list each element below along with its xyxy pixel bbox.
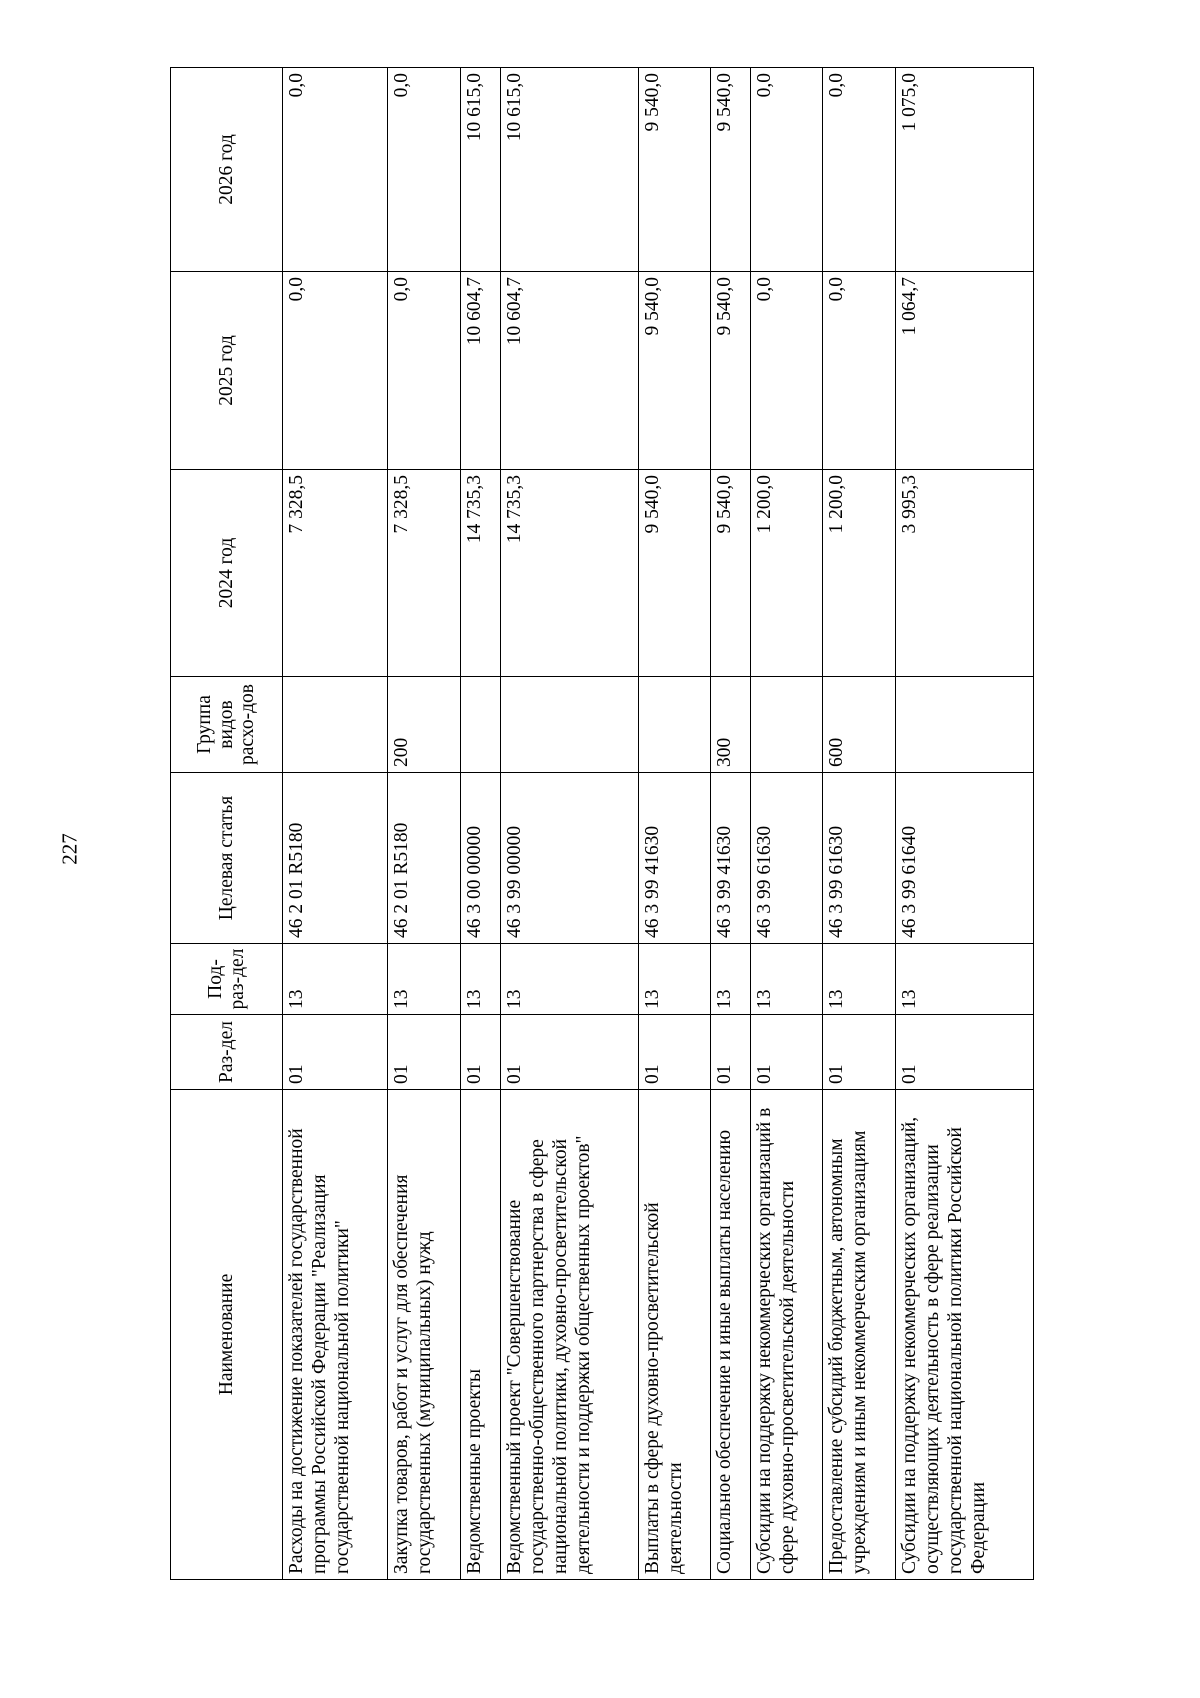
row-2024-cell: 14 735,3 bbox=[500, 470, 638, 677]
row-group-cell bbox=[750, 677, 823, 773]
row-2025-cell: 10 604,7 bbox=[460, 272, 500, 470]
table-row bbox=[895, 68, 1033, 1580]
row-group-cell: 200 bbox=[388, 677, 461, 773]
row-2024-cell: 9 540,0 bbox=[711, 470, 751, 677]
row-2025-cell: 0,0 bbox=[388, 272, 461, 470]
row-name-cell: Расходы на достижение показателей государственной программы Российской Федерации "Реализация государственной национальной политики" bbox=[283, 1090, 388, 1580]
row-podrazdel-cell: 13 bbox=[823, 944, 896, 1015]
rotated-page-content bbox=[170, 68, 1034, 1580]
row-target-cell: 46 3 99 61630 bbox=[750, 773, 823, 944]
header-target: Целевая статья bbox=[171, 773, 283, 944]
header-group: Группа видов расхо-дов bbox=[171, 677, 283, 773]
table-row bbox=[823, 68, 896, 1580]
row-target-cell: 46 2 01 R5180 bbox=[283, 773, 388, 944]
row-name-cell: Выплаты в сфере духовно-просветительской деятельности bbox=[638, 1090, 711, 1580]
row-target-cell: 46 3 99 41630 bbox=[711, 773, 751, 944]
row-group-cell bbox=[460, 677, 500, 773]
row-group-cell bbox=[895, 677, 1033, 773]
row-2026-cell: 10 615,0 bbox=[460, 68, 500, 272]
table-row bbox=[388, 68, 461, 1580]
row-2025-cell: 0,0 bbox=[283, 272, 388, 470]
row-podrazdel-cell: 13 bbox=[460, 944, 500, 1015]
row-razdel-cell: 01 bbox=[638, 1015, 711, 1090]
table-row bbox=[638, 68, 711, 1580]
row-group-cell: 300 bbox=[711, 677, 751, 773]
row-2026-cell: 9 540,0 bbox=[638, 68, 711, 272]
row-name-cell: Социальное обеспечение и иные выплаты населению bbox=[711, 1090, 751, 1580]
row-2025-cell: 10 604,7 bbox=[500, 272, 638, 470]
row-podrazdel-cell: 13 bbox=[638, 944, 711, 1015]
page-number: 227 bbox=[57, 833, 82, 865]
header-2025: 2025 год bbox=[171, 272, 283, 470]
row-2024-cell: 7 328,5 bbox=[283, 470, 388, 677]
row-podrazdel-cell: 13 bbox=[500, 944, 638, 1015]
table-row bbox=[283, 68, 388, 1580]
row-target-cell: 46 3 99 00000 bbox=[500, 773, 638, 944]
header-podrazdel: Под-раз-дел bbox=[171, 944, 283, 1015]
row-name-cell: Ведомственный проект "Совершенствование государственно-общественного партнерства в сфере национальной политики, духовно-просветительской деятельности и поддержки общественных проектов" bbox=[500, 1090, 638, 1580]
header-name: Наименование bbox=[171, 1090, 283, 1580]
table-row bbox=[500, 68, 638, 1580]
row-2026-cell: 0,0 bbox=[823, 68, 896, 272]
row-razdel-cell: 01 bbox=[823, 1015, 896, 1090]
row-2025-cell: 9 540,0 bbox=[711, 272, 751, 470]
table-row bbox=[750, 68, 823, 1580]
row-target-cell: 46 2 01 R5180 bbox=[388, 773, 461, 944]
row-2025-cell: 0,0 bbox=[750, 272, 823, 470]
row-2024-cell: 1 200,0 bbox=[823, 470, 896, 677]
row-2026-cell: 1 075,0 bbox=[895, 68, 1033, 272]
row-razdel-cell: 01 bbox=[388, 1015, 461, 1090]
row-group-cell: 600 bbox=[823, 677, 896, 773]
row-name-cell: Предоставление субсидий бюджетным, автономным учреждениям и иным некоммерческим организациям bbox=[823, 1090, 896, 1580]
row-razdel-cell: 01 bbox=[500, 1015, 638, 1090]
row-target-cell: 46 3 99 61630 bbox=[823, 773, 896, 944]
row-podrazdel-cell: 13 bbox=[750, 944, 823, 1015]
row-name-cell: Закупка товаров, работ и услуг для обеспечения государственных (муниципальных) нужд bbox=[388, 1090, 461, 1580]
row-group-cell bbox=[638, 677, 711, 773]
row-razdel-cell: 01 bbox=[460, 1015, 500, 1090]
header-2026: 2026 год bbox=[171, 68, 283, 272]
row-2026-cell: 10 615,0 bbox=[500, 68, 638, 272]
row-2026-cell: 0,0 bbox=[283, 68, 388, 272]
row-2026-cell: 0,0 bbox=[750, 68, 823, 272]
row-target-cell: 46 3 99 61640 bbox=[895, 773, 1033, 944]
row-group-cell bbox=[500, 677, 638, 773]
row-podrazdel-cell: 13 bbox=[895, 944, 1033, 1015]
row-podrazdel-cell: 13 bbox=[711, 944, 751, 1015]
row-2025-cell: 9 540,0 bbox=[638, 272, 711, 470]
row-2024-cell: 14 735,3 bbox=[460, 470, 500, 677]
row-name-cell: Субсидии на поддержку некоммерческих организаций, осуществляющих деятельность в сфере реализации государственной национальной политики Российской Федерации bbox=[895, 1090, 1033, 1580]
row-2025-cell: 1 064,7 bbox=[895, 272, 1033, 470]
row-2026-cell: 9 540,0 bbox=[711, 68, 751, 272]
row-razdel-cell: 01 bbox=[750, 1015, 823, 1090]
row-2024-cell: 1 200,0 bbox=[750, 470, 823, 677]
header-row bbox=[171, 68, 283, 1580]
row-group-cell bbox=[283, 677, 388, 773]
row-razdel-cell: 01 bbox=[895, 1015, 1033, 1090]
row-target-cell: 46 3 99 41630 bbox=[638, 773, 711, 944]
table-row bbox=[711, 68, 751, 1580]
row-podrazdel-cell: 13 bbox=[388, 944, 461, 1015]
row-podrazdel-cell: 13 bbox=[283, 944, 388, 1015]
row-target-cell: 46 3 00 00000 bbox=[460, 773, 500, 944]
row-name-cell: Субсидии на поддержку некоммерческих организаций в сфере духовно-просветительской деятельности bbox=[750, 1090, 823, 1580]
header-razdel: Раз-дел bbox=[171, 1015, 283, 1090]
row-2024-cell: 3 995,3 bbox=[895, 470, 1033, 677]
table-row bbox=[460, 68, 500, 1580]
row-2026-cell: 0,0 bbox=[388, 68, 461, 272]
row-2024-cell: 7 328,5 bbox=[388, 470, 461, 677]
row-razdel-cell: 01 bbox=[283, 1015, 388, 1090]
row-2024-cell: 9 540,0 bbox=[638, 470, 711, 677]
budget-table bbox=[170, 67, 1034, 1580]
header-2024: 2024 год bbox=[171, 470, 283, 677]
row-razdel-cell: 01 bbox=[711, 1015, 751, 1090]
row-2025-cell: 0,0 bbox=[823, 272, 896, 470]
row-name-cell: Ведомственные проекты bbox=[460, 1090, 500, 1580]
